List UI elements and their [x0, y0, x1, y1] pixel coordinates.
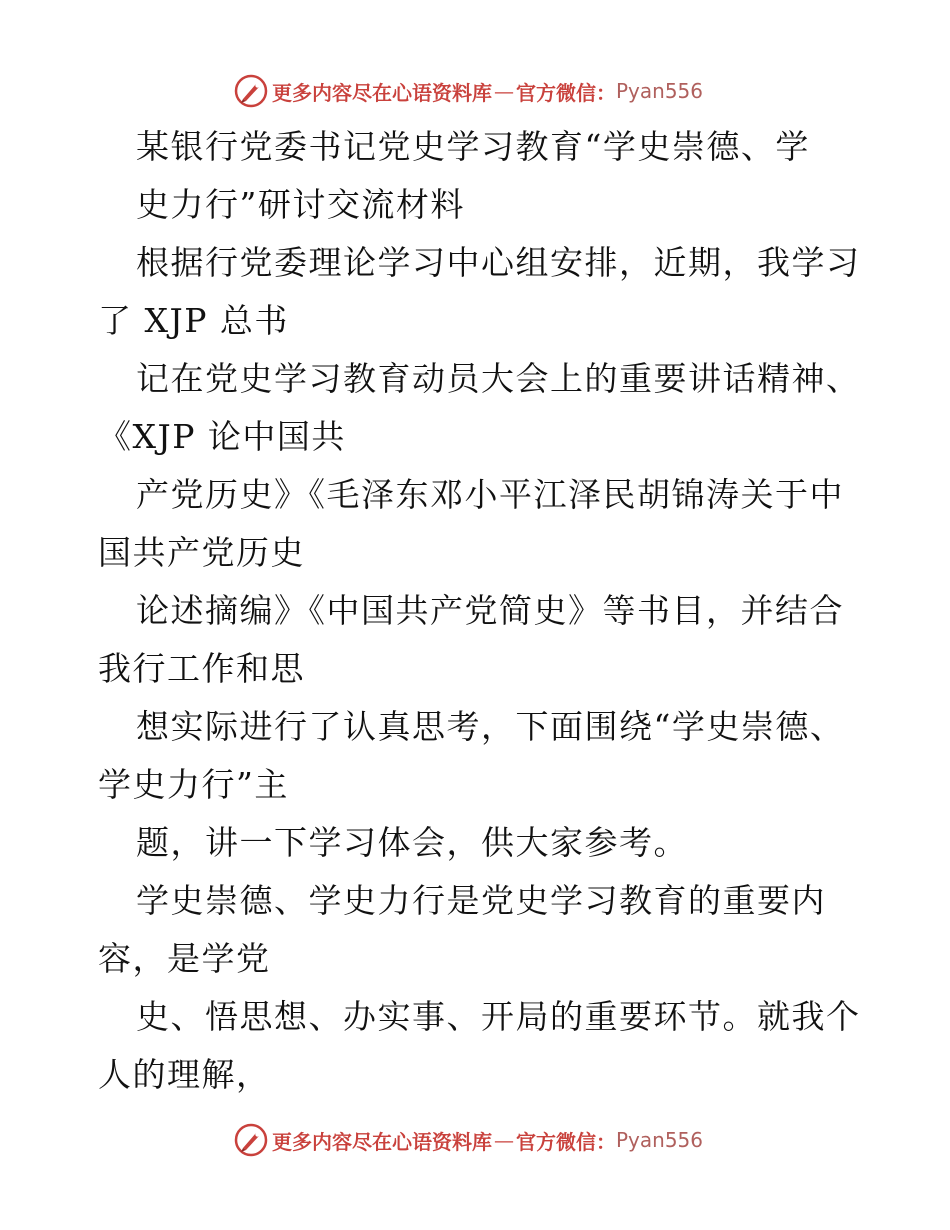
paragraph-line: 论述摘编》《中国共产党简史》等书目，并结合 [136, 591, 844, 630]
paragraph-line: 根据行党委理论学习中心组安排，近期，我学习 [136, 243, 861, 282]
watermark-official-text: 官方微信： [516, 1129, 616, 1154]
paragraph-line: 人的理解， [98, 1055, 271, 1094]
paragraph-line: 想实际进行了认真思考，下面围绕“学史崇德、 [136, 707, 845, 746]
header-watermark [0, 71, 950, 111]
paragraph-line: 题，讲一下学习体会，供大家参考。 [136, 823, 688, 862]
paragraph-line: 《XJP 论中国共 [98, 417, 346, 456]
paragraph-line: 史、悟思想、办实事、开局的重要环节。就我个 [136, 997, 861, 1036]
watermark-wechat-id: Pyan556 [616, 1128, 704, 1152]
watermark-row [234, 71, 703, 111]
paragraph-line: 学史崇德、学史力行是党史学习教育的重要内 [136, 881, 826, 920]
paragraph-line: 我行工作和思 [98, 649, 305, 688]
pen-logo-icon [234, 1123, 268, 1157]
document-body [98, 118, 868, 1104]
watermark-brand-text: 更多内容尽在心语资料库 [272, 1129, 492, 1154]
pen-logo-icon [234, 74, 268, 108]
paragraph-line: 了 XJP 总书 [98, 301, 289, 340]
paragraph-line: 国共产党历史 [98, 533, 305, 572]
watermark-separator: — [494, 79, 514, 103]
paragraph-line: 容，是学党 [98, 939, 271, 978]
document-title-line-2: 史力行”研讨交流材料 [136, 185, 465, 224]
paragraph-line: 产党历史》《毛泽东邓小平江泽民胡锦涛关于中 [136, 475, 844, 514]
paragraph-line: 学史力行”主 [98, 765, 289, 804]
document-title-line-1: 某银行党委书记党史学习教育“学史崇德、学 [136, 127, 810, 166]
watermark-brand-text: 更多内容尽在心语资料库 [272, 80, 492, 105]
watermark-official-text: 官方微信： [516, 80, 616, 105]
watermark-separator: — [494, 1128, 514, 1152]
watermark-row [234, 1120, 703, 1160]
paragraph-line: 记在党史学习教育动员大会上的重要讲话精神、 [136, 359, 861, 398]
watermark-wechat-id: Pyan556 [616, 79, 704, 103]
footer-watermark [0, 1120, 950, 1160]
